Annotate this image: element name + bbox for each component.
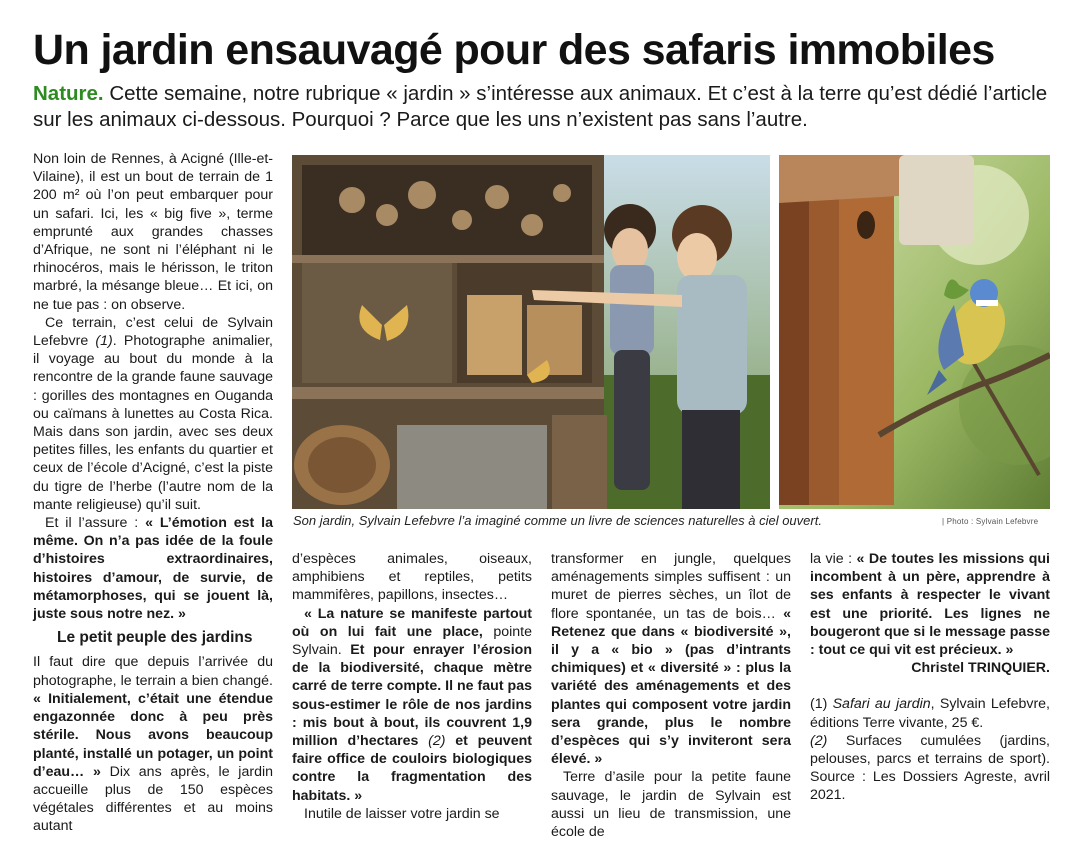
quote: Et pour enrayer l’érosion de la biodiversité, chaque mètre carré de terre compte. Il ne faut pas sous-estimer le rôle de nos jardins : mis bout à bout, ils couvrent 1,9 million d’hectares	[292, 642, 532, 750]
quote: « De toutes les missions qui incombent à un père, apprendre à ses enfants à respecter le vivant est une priorité. Les lignes ne bougeront que si le message passe : tout ce qui vit est précieux. »	[810, 551, 1050, 659]
paragraph	[33, 653, 273, 835]
quote: « La nature se manifeste partout où on lui fait une place,	[292, 605, 532, 640]
footnote-ref: (2)	[428, 733, 446, 750]
quote: « Retenez que dans « biodiversité », il y a « bio » (pas d’intrants chimiques) et « diversité » : plus la variété des aménagements et des plantes qui composent votre jardin sera grande, plus le nombre d’espèces qui s’y inviteront sera élevé. »	[551, 605, 791, 768]
lead-text: Cette semaine, notre rubrique « jardin » s’intéresse aux animaux. Et c’est à la terre qu’est dédié l’article sur les animaux ci-dessous. Pourquoi ? Parce que les uns n’existent pas sans l’autre.	[33, 82, 1048, 131]
footnotes	[810, 695, 1050, 804]
paragraph: Terre d’asile pour la petite faune sauvage, le jardin de Sylvain est aussi un lieu de transmission, une école de	[551, 769, 791, 841]
lead-keyword: Nature.	[33, 82, 104, 105]
paragraph	[810, 550, 1050, 659]
paragraph: d’espèces animales, oiseaux, amphibiens et reptiles, petits mammifères, papillons, insectes…	[292, 551, 532, 604]
footnote	[810, 695, 1050, 731]
paragraph	[33, 314, 273, 514]
headline: Un jardin ensauvagé pour des safaris immobiles	[33, 26, 995, 74]
text: pointe Sylvain.	[292, 623, 532, 659]
footnote	[810, 732, 1050, 805]
text: Dix ans après, le jardin accueille plus de 150 espèces végétales différentes et au moins autant	[33, 763, 274, 835]
text: (1)	[810, 696, 833, 713]
text: , Sylvain Lefebvre, éditions Terre vivante, 25 €.	[810, 696, 1050, 731]
paragraph	[292, 605, 532, 805]
photo-insect-hotel	[292, 155, 770, 509]
text: Et il l’assure :	[45, 515, 146, 532]
text: Surfaces cumulées (jardins, pelouses, parcs et terrains de sport). Source : Les Dossiers Agreste, avril 2021.	[810, 732, 1050, 804]
paragraph: Non loin de Rennes, à Acigné (Ille-et-Vilaine), il est un bout de terrain de 1 200 m² où l’on peut embarquer pour un safari. Ici, les « big five », terme emprunté aux grandes chasses d’Afrique, ne sont ni l’éléphant ni le rhinocéros, mais le hérisson, le triton marbré, la mésange bleue… Et ici, on ne tue pas : on observe.	[33, 151, 273, 313]
column-1	[33, 150, 273, 836]
author-signature: Christel TRINQUIER.	[911, 660, 1050, 677]
column-2	[292, 550, 532, 823]
subheading: Le petit peuple des jardins	[57, 629, 253, 647]
paragraph	[551, 550, 791, 768]
column-4	[810, 550, 1050, 805]
text: . Photographe animalier, il voyage au bout du monde à la rencontre de la grande faune sauvage : gorilles des montagnes en Ouganda ou caïmans à lunettes au Costa Rica. Mais dans son jardin, avec ses deux petites filles, les enfants du quartier et ceux de l’école d’Acigné, c’est la piste du tigre de l’herbe (l’autre nom de la mante religieuse) qu’il suit.	[33, 333, 273, 513]
footnote-ref: (2)	[810, 732, 828, 749]
column-3	[551, 550, 791, 841]
text: la vie :	[810, 551, 857, 567]
quote: « Initialement, c’était une étendue engazonnée donc à peu près stérile. Nous avons beaucoup planté, installé un potager, un point d’eau… »	[33, 690, 273, 780]
book-title: Safari au jardin	[832, 696, 931, 713]
photo-blue-tit	[779, 155, 1050, 509]
paragraph	[33, 514, 273, 623]
photo-blue-tit-image	[779, 155, 1050, 509]
quote: « L’émotion est la même. On n’a pas idée de la foule d’histoires extraordinaires, histoires d’amour, de survie, de métamorphoses, qui se jouent là, juste sous notre nez. »	[33, 515, 273, 623]
paragraph: Inutile de laisser votre jardin se	[304, 805, 500, 822]
lead-paragraph	[33, 81, 1063, 133]
photo-insect-hotel-image	[292, 155, 770, 509]
text: transformer en jungle, quelques aménagements simples suffisent : un muret de pierres sèches, un îlot de flore spontanée, un tas de bois…	[551, 551, 791, 622]
quote: et peuvent faire office de couloirs biologiques contre la fragmentation des habitats. »	[292, 733, 532, 804]
footnote-ref: (1)	[95, 333, 113, 350]
photo-credit: | Photo : Sylvain Lefebvre	[942, 517, 1039, 526]
photo-caption: Son jardin, Sylvain Lefebvre l’a imaginé comme un livre de sciences naturelles à ciel ouvert.	[293, 513, 822, 528]
text: Il faut dire que depuis l’arrivée du photographe, le terrain a bien changé.	[33, 654, 273, 689]
text: Ce terrain, c’est celui de Sylvain Lefebvre	[33, 314, 273, 350]
